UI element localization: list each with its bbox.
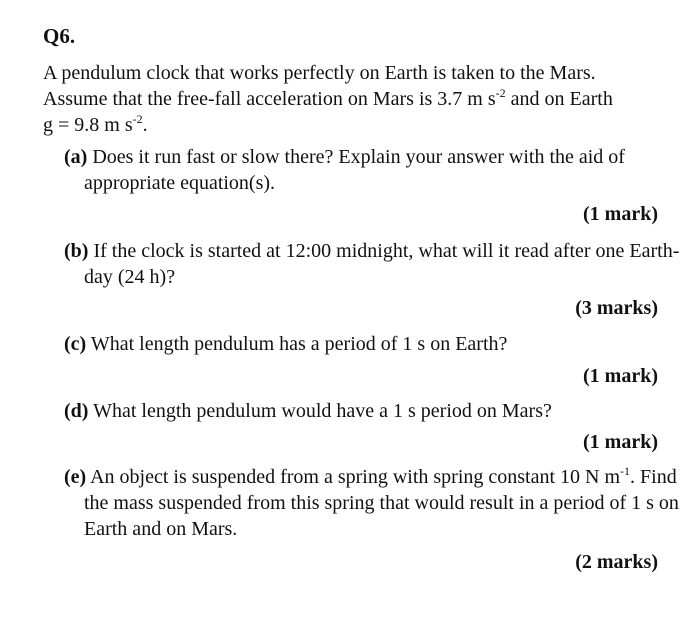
intro-line-3a: g = 9.8 m s	[43, 114, 133, 136]
part-d-label: (d)	[64, 400, 89, 422]
part-c-label: (c)	[64, 333, 87, 355]
intro-line-2b: and on Earth	[505, 88, 613, 110]
intro-line-1: A pendulum clock that works perfectly on Earth is taken to the Mars.	[43, 62, 596, 84]
part-a-label: (a)	[64, 146, 88, 168]
part-e-text-a: An object is suspended from a spring with spring constant 10 N m	[86, 466, 621, 488]
question-intro	[43, 60, 663, 138]
part-c-text: What length pendulum has a period of 1 s on Earth?	[86, 333, 508, 355]
part-a-text: Does it run fast or slow there? Explain your answer with the aid of appropriate equation(s).	[84, 146, 625, 194]
intro-line-3b: .	[142, 114, 148, 136]
part-d-text: What length pendulum would have a 1 s period on Mars?	[88, 400, 552, 422]
part-b-label: (b)	[64, 240, 89, 262]
part-d	[64, 398, 682, 424]
part-c-marks: (1 mark)	[583, 365, 658, 387]
part-e	[64, 464, 682, 542]
part-e-label: (e)	[64, 466, 87, 488]
part-e-superscript: -1	[620, 464, 631, 478]
intro-line-2-superscript: -2	[495, 86, 506, 100]
part-a	[64, 144, 682, 196]
part-e-marks: (2 marks)	[575, 551, 658, 573]
intro-line-2a: Assume that the free-fall acceleration on Mars is 3.7 m s	[43, 88, 496, 110]
part-b-marks: (3 marks)	[575, 297, 658, 319]
part-b	[64, 238, 682, 290]
part-b-text: If the clock is started at 12:00 midnight, what will it read after one Earth-day (24 h)?	[84, 240, 680, 288]
question-number: Q6.	[43, 24, 76, 48]
part-e-text-b: . Find the mass suspended from this spring that would result in a period of 1 s on Earth and on Mars.	[84, 466, 679, 540]
intro-line-3-superscript: -2	[132, 112, 143, 126]
part-c	[64, 331, 682, 357]
part-d-marks: (1 mark)	[583, 431, 658, 453]
part-a-marks: (1 mark)	[583, 203, 658, 225]
